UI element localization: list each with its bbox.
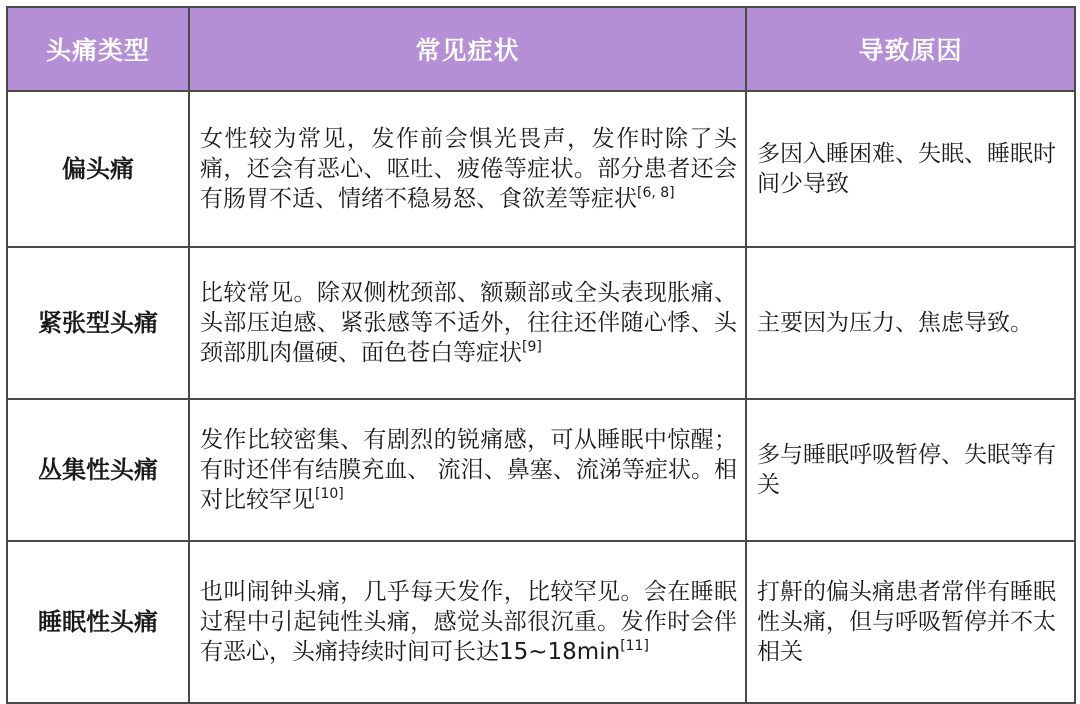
headache-types-table	[6, 6, 1076, 704]
reference-citation: [10]	[315, 486, 344, 502]
row-type: 睡眠性头痛	[7, 541, 189, 703]
reference-citation: [11]	[620, 638, 649, 654]
row-type: 偏头痛	[7, 91, 189, 247]
header-type: 头痛类型	[7, 7, 189, 91]
row-symptoms	[189, 91, 746, 247]
table-row	[7, 247, 1075, 399]
row-type: 丛集性头痛	[7, 399, 189, 541]
header-symptoms: 常见症状	[189, 7, 746, 91]
row-cause: 打鼾的偏头痛患者常伴有睡眠性头痛，但与呼吸暂停并不太相关	[746, 541, 1075, 703]
reference-citation: [9]	[522, 339, 542, 355]
row-symptoms	[189, 541, 746, 703]
symptoms-text: 比较常见。除双侧枕颈部、额颞部或全头表现胀痛、头部压迫感、紧张感等不适外，往往还伴随心悸、头颈部肌肉僵硬、面色苍白等症状	[200, 280, 737, 366]
symptoms-text: 发作比较密集、有剧烈的锐痛感，可从睡眠中惊醒；有时还伴有结膜充血、 流泪、鼻塞、流涕等症状。相对比较罕见	[200, 427, 737, 513]
header-cause: 导致原因	[746, 7, 1075, 91]
table-row	[7, 399, 1075, 541]
reference-citation: [6, 8]	[637, 185, 675, 201]
table-row	[7, 541, 1075, 703]
symptoms-text: 女性较为常见，发作前会惧光畏声，发作时除了头痛，还会有恶心、呕吐、疲倦等症状。部分患者还会有肠胃不适、情绪不稳易怒、食欲差等症状	[200, 126, 737, 212]
header-row	[7, 7, 1075, 91]
row-cause: 主要因为压力、焦虑导致。	[746, 247, 1075, 399]
symptoms-text: 也叫闹钟头痛，几乎每天发作，比较罕见。会在睡眠过程中引起钝性头痛，感觉头部很沉重。发作时会伴有恶心，头痛持续时间可长达15~18min	[200, 579, 737, 665]
row-symptoms	[189, 399, 746, 541]
table-row	[7, 91, 1075, 247]
row-symptoms	[189, 247, 746, 399]
row-cause: 多与睡眠呼吸暂停、失眠等有关	[746, 399, 1075, 541]
row-cause: 多因入睡困难、失眠、睡眠时间少导致	[746, 91, 1075, 247]
row-type: 紧张型头痛	[7, 247, 189, 399]
table-header	[7, 7, 1075, 91]
table-body	[7, 91, 1075, 703]
